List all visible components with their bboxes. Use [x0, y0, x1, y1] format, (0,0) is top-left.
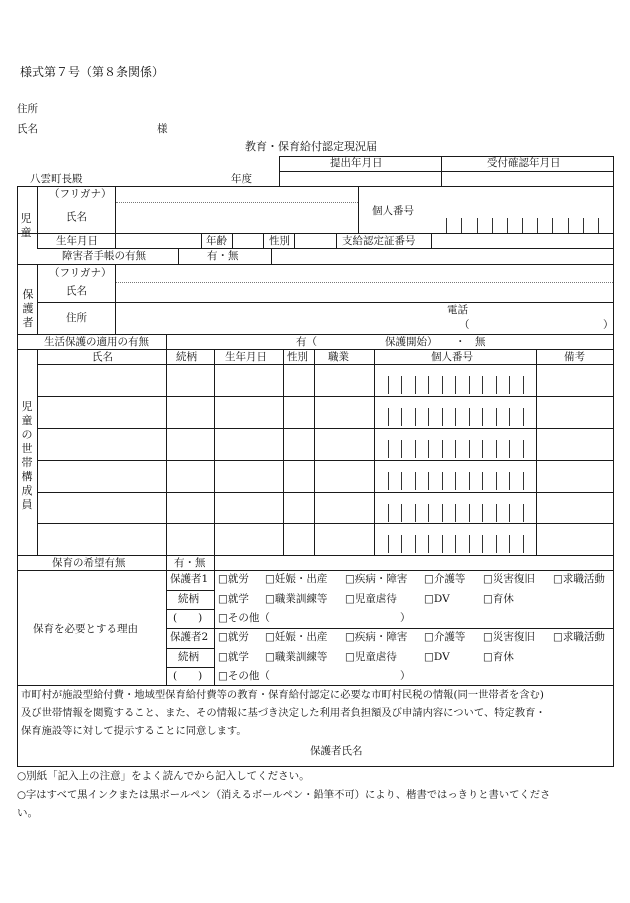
household-section-label: 児童の世帯構成員 — [21, 400, 33, 511]
reason-guardian1-relation: 続柄 — [178, 593, 199, 605]
reason-guardian1-paren[interactable]: ( ) — [173, 612, 203, 624]
child-age-label: 年齢 — [206, 235, 227, 247]
digit-divider — [455, 535, 456, 553]
digit-divider — [428, 376, 429, 394]
g1-disaster[interactable]: □災害復旧 — [483, 573, 535, 585]
digit-divider — [496, 408, 497, 426]
g2-dv[interactable]: □DV — [424, 651, 450, 663]
digit-divider — [523, 440, 524, 458]
g1-school[interactable]: □就学 — [218, 593, 249, 605]
g2-training[interactable]: □職業訓練等 — [265, 651, 328, 663]
digit-divider — [442, 535, 443, 553]
digit-divider — [401, 472, 402, 490]
digit-divider — [496, 472, 497, 490]
digit-divider — [469, 440, 470, 458]
col-sex: 性別 — [287, 351, 308, 363]
digit-divider — [482, 440, 483, 458]
digit-divider — [461, 218, 462, 233]
digit-divider — [415, 408, 416, 426]
welfare-no[interactable]: 無 — [475, 336, 486, 348]
digit-divider — [455, 408, 456, 426]
digit-divider — [415, 504, 416, 522]
digit-divider — [428, 408, 429, 426]
digit-divider — [583, 218, 584, 233]
digit-divider — [469, 376, 470, 394]
digit-divider — [482, 504, 483, 522]
col-birth: 生年月日 — [225, 351, 267, 363]
digit-divider — [469, 504, 470, 522]
g2-abuse[interactable]: □児童虐待 — [345, 651, 397, 663]
digit-divider — [568, 218, 569, 233]
g1-childcare-leave[interactable]: □育休 — [483, 593, 514, 605]
guardian-section-label: 保護者 — [22, 288, 34, 329]
digit-divider — [442, 376, 443, 394]
col-remarks: 備考 — [564, 351, 585, 363]
g2-job-seeking[interactable]: □求職活動 — [553, 631, 605, 643]
care-reason-label: 保育を必要とする理由 — [33, 623, 138, 635]
consent-line1: 市町村が施設型給付費・地域型保育給付費等の教育・保育給付認定に必要な市町村民税の情報(同一世帯者を含む) — [21, 689, 544, 701]
phone-paren-open: （ — [459, 319, 470, 331]
digit-divider — [455, 440, 456, 458]
form-number: 様式第７号（第８条関係） — [20, 65, 165, 79]
digit-divider — [428, 472, 429, 490]
digit-divider — [401, 535, 402, 553]
g1-work[interactable]: □就労 — [218, 573, 249, 585]
g2-work[interactable]: □就労 — [218, 631, 249, 643]
addressee: 八雲町長殿 — [30, 173, 83, 185]
g1-pregnancy[interactable]: □妊娠・出産 — [265, 573, 328, 585]
welfare-yes[interactable]: 有（ — [296, 336, 317, 348]
digit-divider — [492, 218, 493, 233]
care-hope-label: 保育の希望有無 — [52, 557, 126, 569]
digit-divider — [388, 376, 389, 394]
sama-label: 様 — [157, 123, 168, 135]
g1-job-seeking[interactable]: □求職活動 — [553, 573, 605, 585]
handbook-label: 障害者手帳の有無 — [62, 250, 146, 262]
col-relation: 続柄 — [176, 351, 197, 363]
digit-divider — [415, 440, 416, 458]
col-number: 個人番号 — [431, 351, 473, 363]
care-hope-yes-no[interactable]: 有・無 — [174, 557, 206, 569]
g2-other[interactable]: □その他（ — [218, 670, 270, 682]
digit-divider — [477, 218, 478, 233]
g2-illness[interactable]: □疾病・障害 — [345, 631, 408, 643]
digit-divider — [509, 408, 510, 426]
digit-divider — [482, 376, 483, 394]
digit-divider — [482, 535, 483, 553]
digit-divider — [496, 376, 497, 394]
welfare-label: 生活保護の適用の有無 — [44, 336, 149, 348]
digit-divider — [446, 218, 447, 233]
g1-training[interactable]: □職業訓練等 — [265, 593, 328, 605]
g2-pregnancy[interactable]: □妊娠・出産 — [265, 631, 328, 643]
digit-divider — [523, 408, 524, 426]
digit-divider — [523, 376, 524, 394]
consent-signature-label: 保護者氏名 — [310, 745, 363, 757]
g1-other-close: ） — [400, 612, 411, 624]
digit-divider — [442, 440, 443, 458]
digit-divider — [401, 408, 402, 426]
form-title: 教育・保育給付認定現況届 — [245, 140, 377, 153]
receipt-date-label: 受付確認年月日 — [487, 157, 561, 169]
guardian-furigana-label: （フリガナ） — [49, 267, 112, 279]
child-cert-no-label: 支給認定証番号 — [342, 235, 416, 247]
digit-divider — [496, 535, 497, 553]
digit-divider — [482, 472, 483, 490]
digit-divider — [509, 440, 510, 458]
child-section-label: 児童 — [20, 212, 32, 239]
digit-divider — [598, 218, 599, 233]
submit-date-label: 提出年月日 — [330, 157, 383, 169]
digit-divider — [522, 218, 523, 233]
digit-divider — [509, 472, 510, 490]
g1-dv[interactable]: □DV — [424, 593, 450, 605]
digit-divider — [428, 504, 429, 522]
welfare-dot: ・ — [455, 336, 466, 348]
digit-divider — [401, 440, 402, 458]
g1-care[interactable]: □介護等 — [424, 573, 466, 585]
g2-childcare-leave[interactable]: □育休 — [483, 651, 514, 663]
digit-divider — [401, 504, 402, 522]
note-1: ○別紙「記入上の注意」をよく読んでから記入してください。 — [17, 770, 310, 782]
digit-divider — [523, 535, 524, 553]
digit-divider — [509, 535, 510, 553]
digit-divider — [469, 535, 470, 553]
digit-divider — [482, 408, 483, 426]
g1-abuse[interactable]: □児童虐待 — [345, 593, 397, 605]
digit-divider — [496, 504, 497, 522]
digit-divider — [537, 218, 538, 233]
g1-other[interactable]: □その他（ — [218, 612, 270, 624]
consent-line3: 保育施設等に対して提示することに同意します。 — [21, 725, 247, 737]
g2-other-close: ） — [400, 670, 411, 682]
digit-divider — [442, 472, 443, 490]
digit-divider — [428, 535, 429, 553]
digit-divider — [442, 408, 443, 426]
applicant-name-label: 氏名 — [17, 123, 38, 135]
g1-illness[interactable]: □疾病・障害 — [345, 573, 408, 585]
welfare-start: 保護開始） — [385, 336, 438, 348]
g2-school[interactable]: □就学 — [218, 651, 249, 663]
digit-divider — [401, 376, 402, 394]
digit-divider — [509, 504, 510, 522]
digit-divider — [442, 504, 443, 522]
col-job: 職業 — [328, 351, 349, 363]
digit-divider — [388, 504, 389, 522]
child-sex-label: 性別 — [269, 235, 290, 247]
g2-disaster[interactable]: □災害復旧 — [483, 631, 535, 643]
reason-guardian2-relation: 続柄 — [178, 651, 199, 663]
phone-label: 電話 — [447, 304, 468, 316]
g2-care[interactable]: □介護等 — [424, 631, 466, 643]
digit-divider — [507, 218, 508, 233]
digit-divider — [469, 472, 470, 490]
digit-divider — [455, 504, 456, 522]
digit-divider — [455, 376, 456, 394]
applicant-address-label: 住所 — [17, 103, 38, 115]
note-2b: い。 — [17, 807, 38, 819]
digit-divider — [415, 472, 416, 490]
digit-divider — [388, 472, 389, 490]
col-name: 氏名 — [92, 351, 113, 363]
handbook-yes-no[interactable]: 有・無 — [207, 250, 239, 262]
digit-divider — [428, 440, 429, 458]
fiscal-year-label: 年度 — [231, 173, 252, 185]
digit-divider — [388, 440, 389, 458]
consent-line2: 及び世帯情報を閲覧すること、また、その情報に基づき決定した利用者負担額及び申請内容について、特定教育・ — [21, 707, 546, 719]
phone-paren-close: ） — [603, 319, 614, 331]
digit-divider — [523, 472, 524, 490]
digit-divider — [552, 218, 553, 233]
digit-divider — [388, 535, 389, 553]
reason-guardian2-paren[interactable]: ( ) — [173, 670, 203, 682]
guardian-name-label: 氏名 — [66, 285, 87, 297]
reason-guardian2-label: 保護者2 — [170, 631, 209, 643]
digit-divider — [509, 376, 510, 394]
digit-divider — [523, 504, 524, 522]
digit-divider — [455, 472, 456, 490]
child-my-number-label: 個人番号 — [372, 205, 414, 217]
reason-guardian1-label: 保護者1 — [170, 573, 209, 585]
guardian-address-label: 住所 — [66, 312, 87, 324]
digit-divider — [415, 376, 416, 394]
note-2a: ○字はすべて黒インクまたは黒ボールペン（消えるボールペン・鉛筆不可）により、楷書ではっきりと書いてくださ — [17, 789, 551, 801]
child-birth-label: 生年月日 — [56, 235, 98, 247]
digit-divider — [415, 535, 416, 553]
digit-divider — [469, 408, 470, 426]
digit-divider — [388, 408, 389, 426]
digit-divider — [496, 440, 497, 458]
child-name-label: 氏名 — [66, 211, 87, 223]
child-furigana-label: （フリガナ） — [49, 188, 112, 200]
